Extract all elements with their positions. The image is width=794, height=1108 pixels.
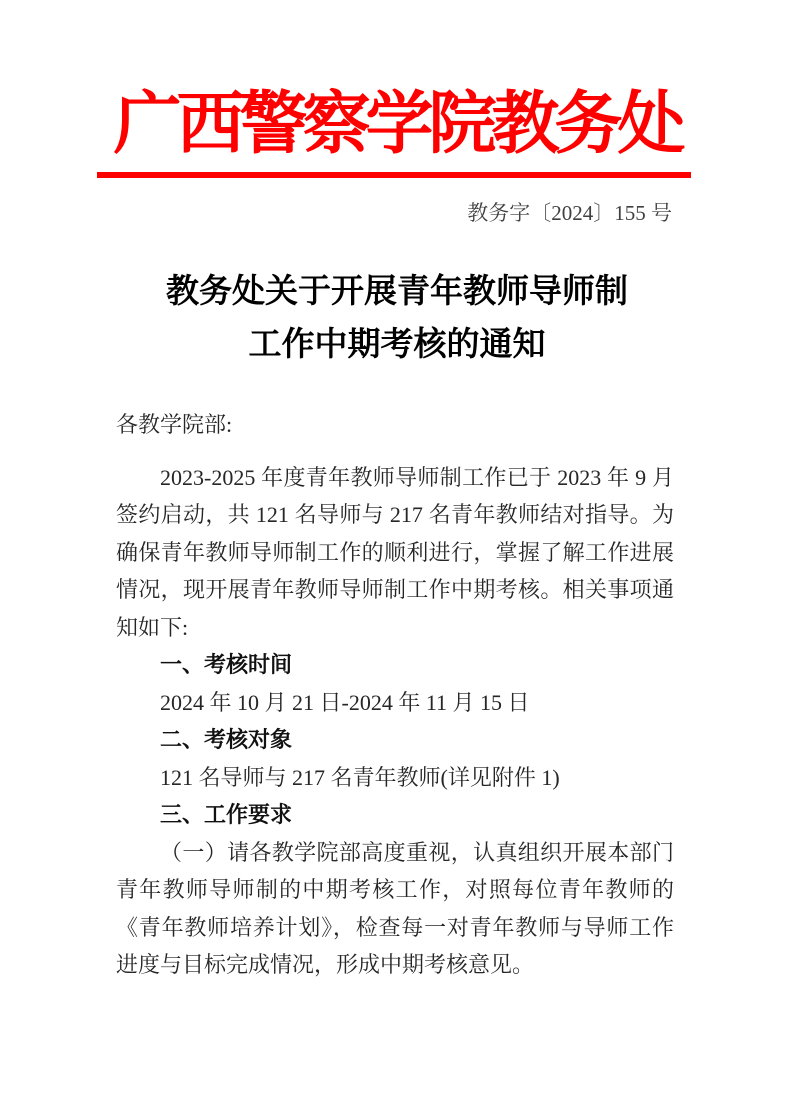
doc-title-line-2: 工作中期考核的通知 bbox=[248, 327, 546, 363]
doc-title-line-1: 教务处关于开展青年教师导师制 bbox=[166, 274, 628, 310]
salutation: 各教学院部: bbox=[116, 412, 233, 437]
letterhead-red-divider bbox=[97, 172, 691, 178]
letterhead-org-name: 广西警察学院教务处 bbox=[113, 86, 681, 162]
doc-body bbox=[116, 406, 674, 984]
section-2-heading: 二、考核对象 bbox=[160, 727, 293, 752]
section-1-heading: 一、考核时间 bbox=[160, 652, 293, 677]
section-1-content: 2024 年 10 月 21 日-2024 年 11 月 15 日 bbox=[160, 689, 530, 715]
intro-paragraph: 2023-2025 年度青年教师导师制工作已于 2023 年 9 月签约启动，共 121 名导师与 217 名青年教师结对指导。为确保青年教师导师制工作的顺利进行，掌握了解工作进展情况，现开展青年教师导师制工作中期考核。相关事项通知如下: bbox=[116, 464, 674, 640]
section-3-content: （一）请各教学院部高度重视，认真组织开展本部门青年教师导师制的中期考核工作，对照每位青年教师的《青年教师培养计划》，检查每一对青年教师与导师工作进度与目标完成情况，形成中期考核意见。 bbox=[116, 839, 674, 977]
doc-number: 教务字〔2024〕155 号 bbox=[467, 201, 672, 225]
section-3-heading: 三、工作要求 bbox=[160, 802, 293, 827]
doc-title bbox=[0, 266, 794, 372]
section-2-content: 121 名导师与 217 名青年教师(详见附件 1) bbox=[160, 764, 560, 790]
